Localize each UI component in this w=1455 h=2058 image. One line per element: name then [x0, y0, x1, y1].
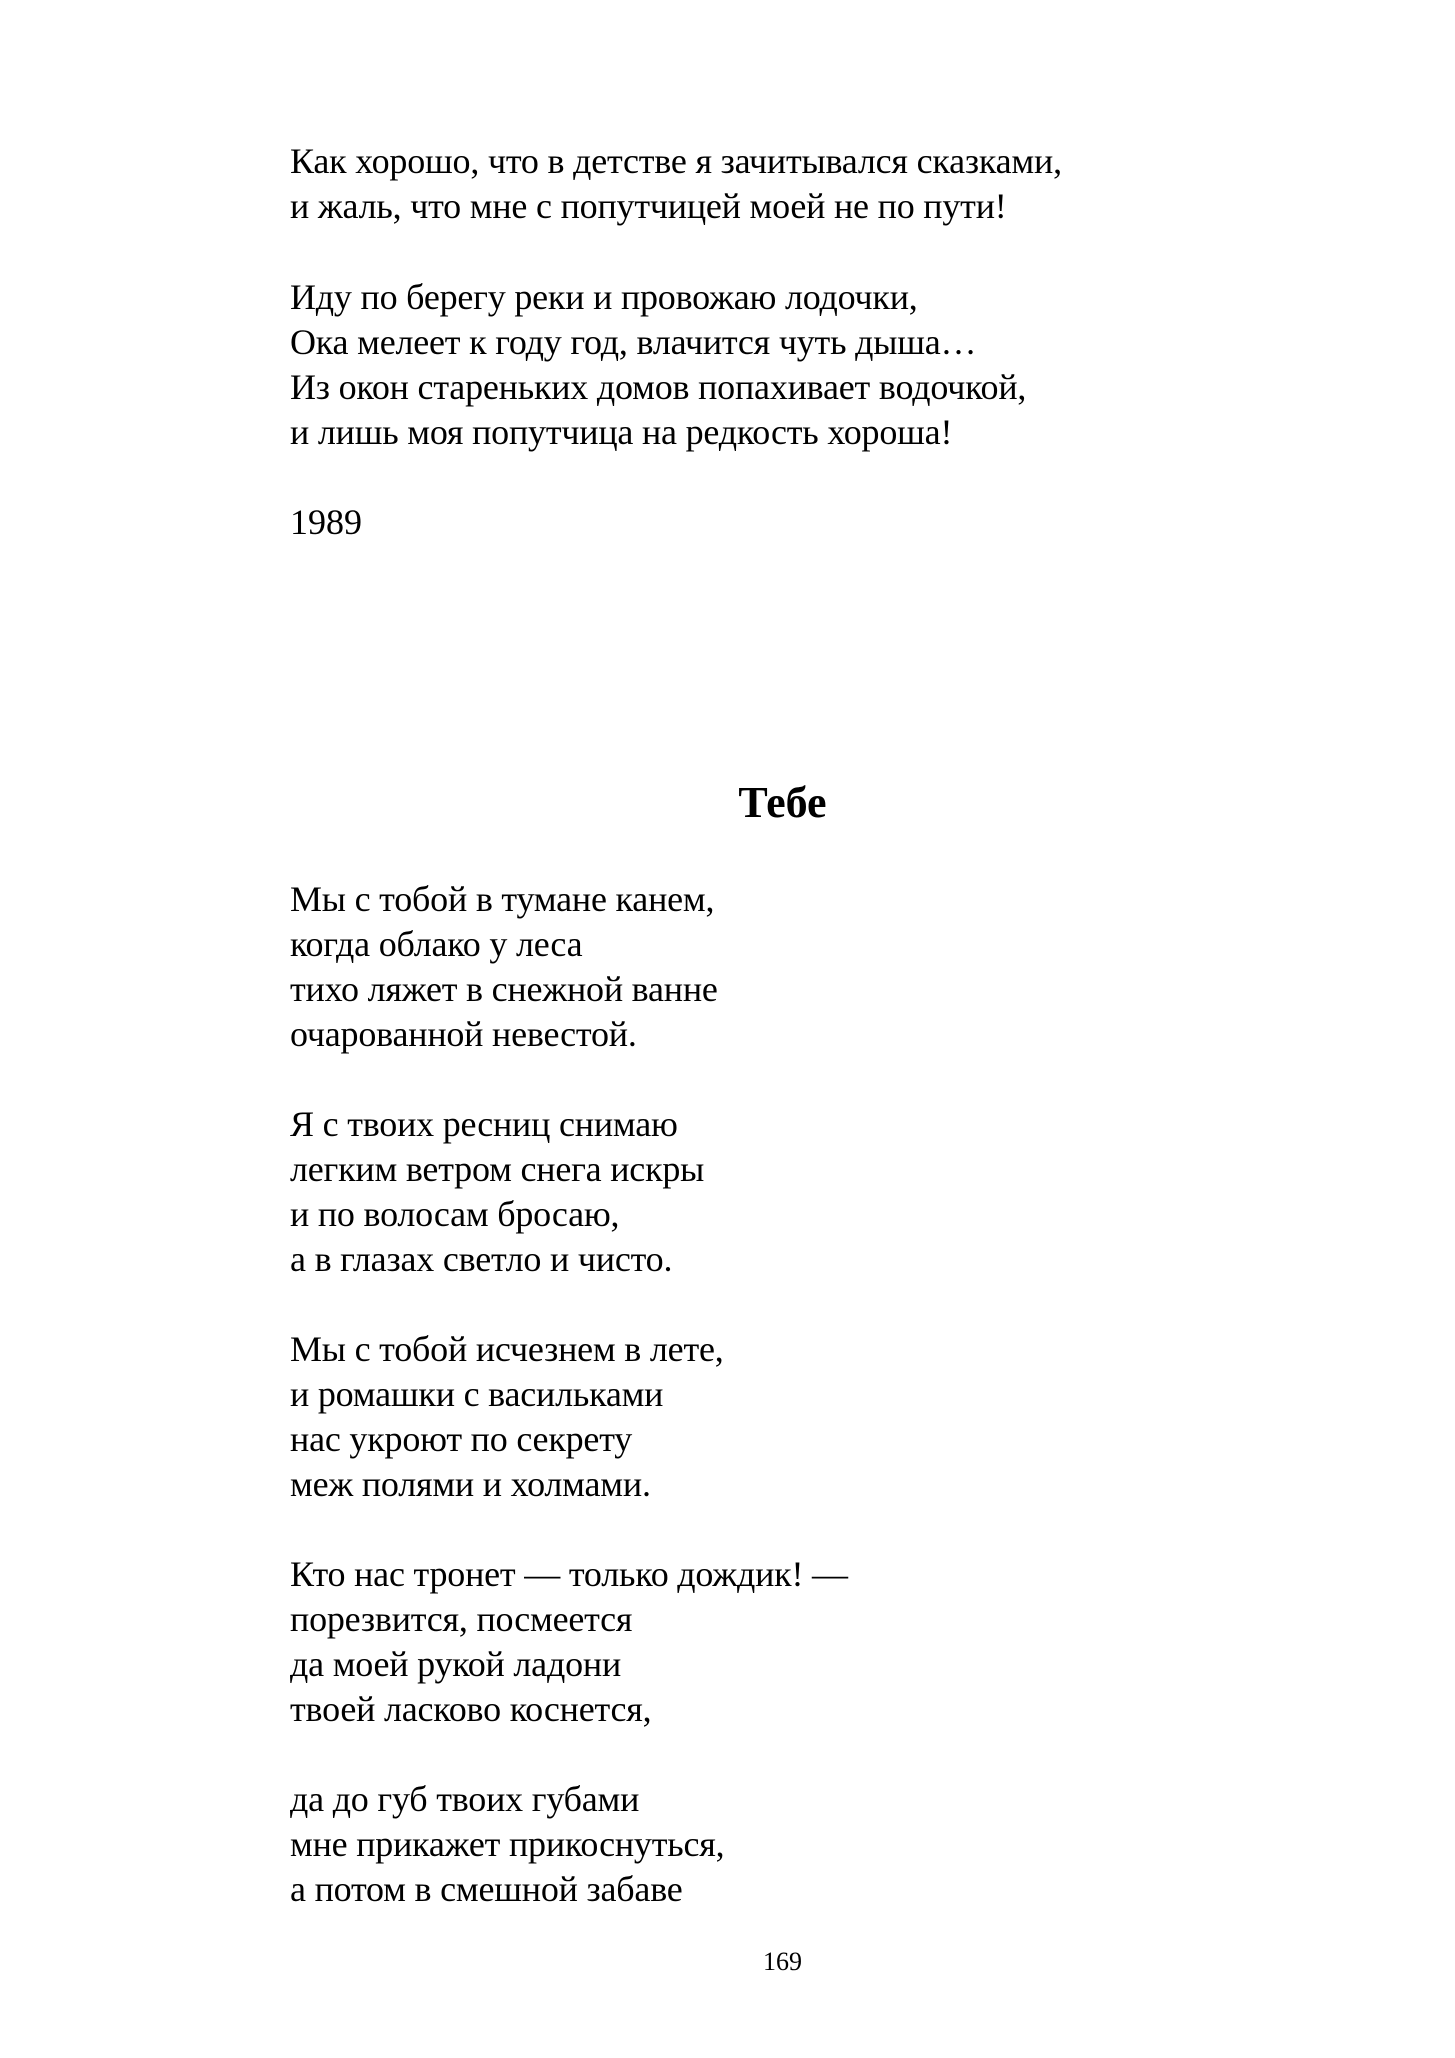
- poem-line: да моей рукой ладони: [290, 1644, 622, 1684]
- poem-line: Мы с тобой в тумане канем,: [290, 879, 715, 919]
- poem-line: нас укроют по секрету: [290, 1419, 633, 1459]
- poem-line: а потом в смешной забаве: [290, 1869, 683, 1909]
- poem-line: Ока мелеет к году год, влачится чуть дыша…: [290, 322, 977, 362]
- poem-line: Кто нас тронет — только дождик! —: [290, 1554, 848, 1594]
- poem-line: а в глазах светло и чисто.: [290, 1239, 673, 1279]
- page-number: 169: [763, 1947, 802, 1976]
- poem-line: твоей ласково коснется,: [290, 1689, 652, 1729]
- poem-line: очарованной невестой.: [290, 1014, 637, 1054]
- poem-line: Иду по берегу реки и провожаю лодочки,: [290, 277, 918, 317]
- poem-line: и ромашки с васильками: [290, 1374, 664, 1414]
- poem-title: Тебе: [738, 778, 827, 827]
- poem-line: Как хорошо, что в детстве я зачитывался сказками,: [290, 141, 1062, 181]
- poem-line: порезвится, посмеется: [290, 1599, 633, 1639]
- poem-line: и жаль, что мне с попутчицей моей не по пути!: [290, 186, 1007, 226]
- poem-line: и лишь моя попутчица на редкость хороша!: [290, 412, 953, 452]
- poem-line: да до губ твоих губами: [290, 1779, 640, 1819]
- poem-line: тихо ляжет в снежной ванне: [290, 969, 718, 1009]
- poem-line: меж полями и холмами.: [290, 1464, 651, 1504]
- poem-line: Из окон стареньких домов попахивает водочкой,: [290, 367, 1027, 407]
- poem-line: Мы с тобой исчезнем в лете,: [290, 1329, 724, 1369]
- poem-line: мне прикажет прикоснуться,: [290, 1824, 725, 1864]
- poem-year: 1989: [290, 502, 362, 542]
- poem-line: легким ветром снега искры: [290, 1149, 705, 1189]
- poem-line: Я с твоих ресниц снимаю: [290, 1104, 678, 1144]
- poem-line: когда облако у леса: [290, 924, 583, 964]
- poem-line: и по волосам бросаю,: [290, 1194, 620, 1234]
